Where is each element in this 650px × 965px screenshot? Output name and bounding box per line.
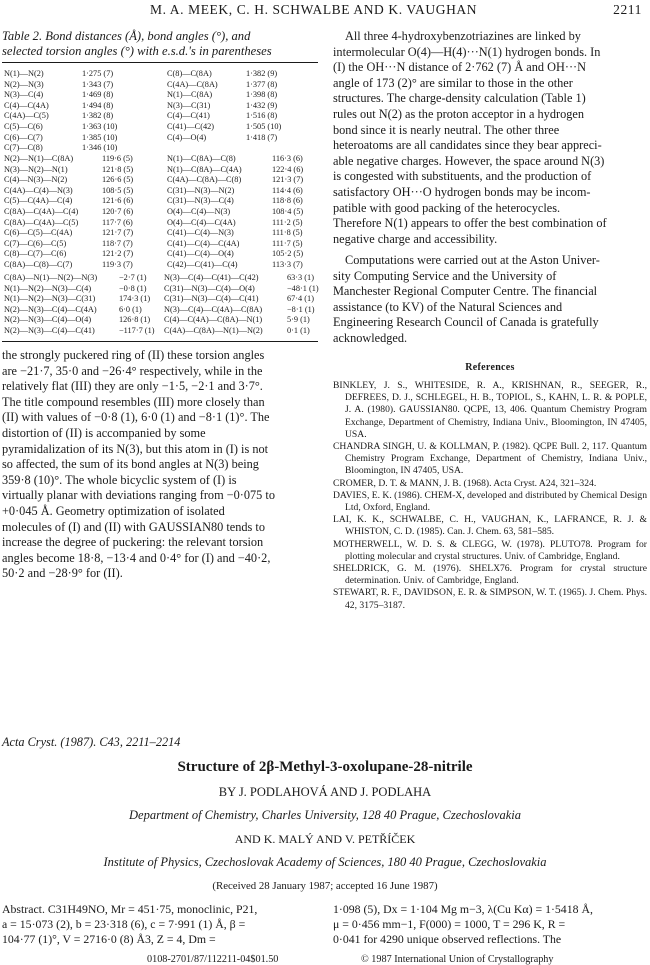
reference-entry: BINKLEY, J. S., WHITESIDE, R. A., KRISHNAN, R., SEEGER, R., DEFREES, D. J., SCHLEGEL, H. B., TOPIOL, S., KAHN, L. R. & POPLE, J. A. (1980). GAUSSIAN80. QCPE, 13, 406. Quantum Chemistry Program Exchange, Department of Chemistry, Indiana Univ., Bloomington, IN 47405, USA. [333, 380, 647, 440]
body-text-line: All three 4-hydroxybenzotriazines are linked by [345, 29, 581, 43]
affiliation-1: Department of Chemistry, Charles University, 128 40 Prague, Czechoslovakia [129, 808, 521, 822]
body-text-line: Manchester Regional Computer Centre. The financial [333, 284, 598, 299]
table-cell-value: 121·6 (6) [102, 196, 134, 206]
table-row [2, 165, 322, 176]
body-text-line: assistance (to KV) of the Natural Sciences and [333, 299, 563, 314]
table-caption-line: selected torsion angles (°) with e.s.d.'s in parentheses [2, 44, 272, 58]
table-cell-value: 122·4 (6) [272, 164, 304, 174]
table-cell-label: C(4A)—C(8A)—N(1)—N(2) [164, 325, 263, 335]
running-header [0, 2, 650, 22]
table-cell-label: N(1)—N(2)—N(3)—C(4) [4, 283, 92, 293]
body-text-line: angles become 18·8, −13·4 and 0·4° for (I) and −40·2, [2, 550, 271, 565]
authors-line-2: AND K. MALÝ AND V. PETŘÍČEK [234, 832, 416, 846]
table-cell-label: C(8A)—C(4A)—C(4) [4, 206, 79, 216]
table-row [2, 326, 322, 337]
table-cell-label: N(3)—C(4)—C(41)—C(42) [164, 273, 259, 282]
table-row [2, 175, 322, 186]
table-cell-label: N(2)—N(1)—C(8A) [4, 154, 74, 163]
table-cell-value: −0·8 (1) [119, 283, 147, 293]
bond-angles-table [2, 154, 322, 271]
table-row [2, 101, 322, 112]
table-caption-line: Table 2. Bond distances (Å), bond angles (°), and [2, 29, 251, 43]
body-text-line: patible with good packing of the heterocycles. [333, 200, 561, 215]
body-text-line: rules out N(2) as the proton acceptor in a hydrogen [333, 106, 584, 121]
table-cell-value: 108·5 (5) [102, 185, 134, 195]
right-column-paragraph-1 [333, 29, 647, 247]
body-text-line: increase the degree of puckering: the relevant torsion [2, 535, 264, 550]
body-text-line: The title compound resembles (III) more closely than [2, 394, 265, 409]
right-column-paragraph-2 [333, 253, 647, 347]
abstract-line: 1·098 (5), Dx = 1·104 Mg m−3, λ(Cu Kα) = 1·5418 Å, [333, 902, 593, 916]
table-cell-value: −8·1 (1) [287, 304, 315, 314]
table-row [2, 207, 322, 218]
body-text-line: Engineering Research Council of Canada is gratefully [333, 315, 599, 330]
page-number: 2211 [613, 2, 642, 17]
abstract-line: 0·041 for 4290 unique observed reflections. The [333, 931, 562, 946]
table-cell-value: 63·3 (1) [287, 273, 314, 282]
table-cell-label: O(4)—C(4)—N(3) [167, 206, 231, 216]
table-row [2, 90, 322, 101]
table-cell-value: 118·7 (7) [102, 238, 133, 248]
table-cell-value: 1·275 (7) [82, 69, 114, 78]
table-cell-value: 67·4 (1) [287, 294, 314, 304]
table-row [2, 273, 322, 284]
table-cell-value: 5·9 (1) [287, 315, 310, 325]
table-cell-label: C(4)—O(4) [167, 132, 207, 142]
body-text-line: are −21·7, 35·0 and −26·4° respectively, while in the [2, 363, 263, 378]
table-cell-label: C(31)—N(3)—C(4)—O(4) [164, 283, 255, 293]
abstract-left [2, 902, 318, 946]
table-cell-label: C(31)—N(3)—N(2) [167, 185, 235, 195]
table-cell-value: 111·8 (5) [272, 228, 303, 238]
table-cell-value: 117·7 (6) [102, 217, 133, 227]
table-row [2, 305, 322, 316]
table-cell-value: 1·382 (8) [82, 111, 114, 121]
table-cell-label: N(3)—C(31) [167, 100, 211, 110]
table-caption [2, 29, 320, 59]
table-cell-label: C(41)—C(4)—C(4A) [167, 238, 240, 248]
table-cell-value: 1·505 (10) [246, 121, 282, 131]
table-cell-value: 119·6 (5) [102, 154, 133, 163]
table-cell-label: N(2)—N(3)—C(4)—C(41) [4, 325, 95, 335]
abstract-line: 104·77 (1)°, V = 2716·0 (8) Å3, Z = 4, Dm = [2, 931, 216, 946]
table-cell-label: C(31)—N(3)—C(4) [167, 196, 234, 206]
abstract-line: μ = 0·456 mm−1, F(000) = 1000, T = 296 K, R = [333, 916, 566, 931]
table-row [2, 294, 322, 305]
body-text-line: the strongly puckered ring of (II) these torsion angles [2, 348, 265, 362]
table-cell-value: 1·469 (8) [82, 90, 114, 100]
body-text-line: structures. The charge-density calculation (Table 1) [333, 91, 586, 106]
table-cell-label: C(8)—C(8A) [167, 69, 212, 78]
table-row [2, 260, 322, 271]
table-cell-value: 111·2 (5) [272, 217, 303, 227]
table-cell-label: C(4A)—C(5) [4, 111, 49, 121]
references-list [333, 380, 647, 612]
table-cell-value: 174·3 (1) [119, 294, 151, 304]
reference-entry: STEWART, R. F., DAVIDSON, E. R. & SIMPSON, W. T. (1965). J. Chem. Phys. 42, 3175–3187. [333, 587, 647, 611]
table-row [2, 186, 322, 197]
table-cell-value: 121·8 (5) [102, 164, 134, 174]
body-text-line: +0·045 Å. Geometry optimization of isolated [2, 503, 225, 518]
body-text-line: angle of 173 (2)° are similar to those in the other [333, 75, 573, 90]
bond-distances-table [2, 69, 322, 154]
reference-entry: CROMER, D. T. & MANN, J. B. (1968). Acta Cryst. A24, 321–324. [333, 477, 597, 489]
table-cell-value: 108·4 (5) [272, 206, 304, 216]
table-cell-label: C(8A)—C(8)—C(7) [4, 259, 73, 269]
table-cell-label: C(6)—C(7) [4, 132, 43, 142]
table-cell-value: 114·4 (6) [272, 185, 303, 195]
table-bottom-rule [2, 341, 318, 342]
table-cell-value: 1·346 (10) [82, 143, 118, 153]
table-cell-label: C(5)—C(4A)—C(4) [4, 196, 73, 206]
body-text-line: relatively flat (III) they are only −1·5, −2·1 and 3·7°. [2, 379, 263, 394]
table-row [2, 284, 322, 295]
reference-entry: DAVIES, E. K. (1986). CHEM-X, developed and distributed by Chemical Design Ltd, Oxford, England. [333, 489, 647, 514]
body-text-line: Therefore N(1) appears to offer the best combination of [333, 216, 607, 231]
table-row [2, 249, 322, 260]
table-top-rule [2, 62, 318, 63]
table-cell-value: 121·2 (7) [102, 249, 134, 259]
table-cell-label: C(41)—C(4)—N(3) [167, 228, 234, 238]
table-row [2, 143, 322, 154]
table-cell-label: C(5)—C(6) [4, 121, 43, 131]
body-text-line: distortion of (II) is accompanied by some [2, 425, 206, 440]
table-row [2, 133, 322, 144]
table-cell-value: 1·377 (8) [246, 79, 278, 89]
table-cell-value: 120·7 (6) [102, 206, 134, 216]
received-dates: (Received 28 January 1987; accepted 16 June 1987) [212, 880, 438, 892]
table-cell-value: 1·398 (8) [246, 90, 278, 100]
table-cell-label: C(4A)—C(8A)—C(8) [167, 175, 242, 185]
table-cell-value: −117·7 (1) [119, 325, 155, 335]
table-cell-label: N(1)—C(8A)—C(8) [167, 154, 236, 163]
table-cell-value: 1·516 (8) [246, 111, 278, 121]
reference-entry: MOTHERWELL, W. D. S. & CLEGG, W. (1978). PLUTO78. Program for plotting molecular and crystal structures. Univ. of Cambridge, England. [333, 538, 647, 562]
table-cell-label: N(1)—N(2)—N(3)—C(31) [4, 294, 96, 304]
table-cell-value: 1·418 (7) [246, 132, 278, 142]
table-cell-label: C(6)—C(5)—C(4A) [4, 228, 73, 238]
table-cell-value: 1·432 (9) [246, 100, 278, 110]
body-text-line: (I) the OH···N distance of 2·762 (7) Å and OH···N [333, 60, 587, 75]
left-column-text [2, 348, 320, 582]
table-row [2, 228, 322, 239]
body-text-line: able negative charges. However, the space around N(3) [333, 153, 605, 168]
body-text-line: 359·8 (10)°. The whole bicyclic system of (I) is [2, 472, 237, 487]
table-row [2, 315, 322, 326]
table-cell-value: 121·7 (7) [102, 228, 134, 238]
authors-line-1: BY J. PODLAHOVÁ AND J. PODLAHA [218, 785, 432, 799]
table-cell-value: 1·363 (10) [82, 121, 118, 131]
reference-entry: LAI, K. K., SCHWALBE, C. H., VAUGHAN, K., LAFRANCE, R. J. & WHISTON, C. D. (1985). Can. J. Chem. 63, 581–585. [333, 514, 647, 538]
table-cell-label: C(8A)—C(4A)—C(5) [4, 217, 79, 227]
abstract-line: Abstract. C31H49NO, Mr = 451·75, monoclinic, P21, [2, 902, 258, 916]
footer-code: 0108-2701/87/112211-04$01.50 [147, 954, 279, 965]
table-cell-value: 1·343 (7) [82, 79, 114, 89]
body-text-line: sity Computing Service and the University of [333, 268, 557, 283]
table-cell-label: N(2)—N(3)—C(4)—C(4A) [4, 304, 97, 314]
table-cell-value: 1·385 (10) [82, 132, 118, 142]
body-text-line: so affected, the sum of its bond angles at N(3) being [2, 457, 259, 472]
table-cell-label: N(2)—N(3)—C(4)—O(4) [4, 315, 92, 325]
table-cell-value: 1·382 (9) [246, 69, 278, 78]
table-cell-label: N(1)—C(8A)—C(4A) [167, 164, 242, 174]
references-heading: References [465, 362, 515, 373]
table-cell-value: 116·3 (6) [272, 154, 303, 163]
table-cell-value: 105·2 (5) [272, 249, 304, 259]
table-cell-label: N(3)—N(2)—N(1) [4, 164, 68, 174]
reference-entry: CHANDRA SINGH, U. & KOLLMAN, P. (1982). QCPE Bull. 2, 117. Quantum Chemistry Program Exchange, Department of Chemistry, Indiana Univ., Bloomington, IN 47405, USA. [333, 441, 647, 477]
table-cell-label: C(7)—C(6)—C(5) [4, 238, 67, 248]
table-cell-label: C(4A)—C(4)—N(3) [4, 185, 73, 195]
body-text-line: heteroatoms are all candidates since they bear appreci- [333, 138, 602, 153]
table-cell-value: 126·6 (5) [102, 175, 134, 185]
table-row [2, 122, 322, 133]
table-cell-label: C(8A)—N(1)—N(2)—N(3) [4, 273, 98, 282]
body-text-line: 50·2 and −28·9° for (II). [2, 566, 123, 581]
body-text-line: molecules of (I) and (II) with GAUSSIAN80 tends to [2, 519, 265, 534]
table-row [2, 69, 322, 80]
table-cell-label: C(42)—C(41)—C(4) [167, 259, 238, 269]
table-cell-label: C(31)—N(3)—C(4)—C(41) [164, 294, 259, 304]
reference-entry: SHELDRICK, G. M. (1976). SHELX76. Program for crystal structure determination. Univ. of Cambridge, England. [333, 563, 647, 587]
table-cell-value: 6·0 (1) [119, 304, 142, 314]
affiliation-2: Institute of Physics, Czechoslovak Academy of Sciences, 180 40 Prague, Czechoslovakia [103, 855, 547, 869]
table-cell-value: 0·1 (1) [287, 325, 310, 335]
table-cell-value: 1·494 (8) [82, 100, 114, 110]
table-cell-label: C(4)—N(3)—N(2) [4, 175, 68, 185]
table-cell-value: −48·1 (1) [287, 283, 319, 293]
table-cell-value: 121·3 (7) [272, 175, 304, 185]
table-cell-label: N(3)—C(4)—C(4A)—C(8A) [164, 304, 263, 314]
table-cell-value: 119·3 (7) [102, 259, 133, 269]
body-text-line: bond since it is nearly neutral. The other three [333, 122, 560, 137]
table-cell-label: C(41)—C(4)—O(4) [167, 249, 234, 259]
body-text-line: virtually planar with deviations ranging from −0·075 to [2, 488, 275, 503]
table-row [2, 239, 322, 250]
running-header-authors: M. A. MEEK, C. H. SCHWALBE AND K. VAUGHAN [150, 2, 478, 17]
table-cell-label: C(41)—C(42) [167, 121, 215, 131]
table-cell-value: 113·3 (7) [272, 259, 303, 269]
article-title: Structure of 2β-Methyl-3-oxolupane-28-nitrile [177, 759, 473, 775]
body-text-line: satisfactory OH···O hydrogen bonds may be incom- [333, 184, 591, 199]
body-text-line: (II) with values of −0·8 (1), 6·0 (1) and −8·1 (1)°. The [2, 410, 270, 425]
body-text-line: pyramidalization of its N(3), but this atom in (I) is not [2, 441, 269, 456]
footer-copyright: © 1987 International Union of Crystallography [361, 954, 554, 965]
table-row [2, 80, 322, 91]
body-text-line: is congested with substituents, and the production of [333, 169, 592, 184]
table-cell-label: C(4)—C(4A)—C(8A)—N(1) [164, 315, 263, 325]
table-cell-label: C(8)—C(7)—C(6) [4, 249, 67, 259]
table-cell-label: C(4)—C(4A) [4, 100, 49, 110]
table-cell-label: C(4)—C(41) [167, 111, 210, 121]
table-row [2, 218, 322, 229]
table-row [2, 154, 322, 165]
table-row [2, 196, 322, 207]
table-cell-label: C(7)—C(8) [4, 143, 43, 153]
body-text-line: intermolecular O(4)—H(4)···N(1) hydrogen bonds. In [333, 44, 601, 59]
abstract-line: a = 15·073 (2), b = 23·318 (6), c = 7·991 (1) Å, β = [2, 916, 246, 931]
abstract-right [333, 902, 647, 946]
table-cell-value: 111·7 (5) [272, 238, 303, 248]
table-cell-label: N(3)—C(4) [4, 90, 44, 100]
table-row [2, 111, 322, 122]
table-cell-label: C(4A)—C(8A) [167, 79, 218, 89]
body-text-line: acknowledged. [333, 330, 408, 345]
table-cell-label: N(2)—N(3) [4, 79, 44, 89]
table-cell-value: 126·8 (1) [119, 315, 151, 325]
table-cell-value: −2·7 (1) [119, 273, 147, 282]
body-text-line: negative charge and accessibility. [333, 231, 498, 246]
table-cell-label: N(1)—C(8A) [167, 90, 213, 100]
table-cell-label: O(4)—C(4)—C(4A) [167, 217, 236, 227]
table-cell-label: N(1)—N(2) [4, 69, 44, 78]
journal-citation: Acta Cryst. (1987). C43, 2211–2214 [2, 735, 181, 749]
body-text-line: Computations were carried out at the Aston Univer- [345, 253, 600, 267]
table-cell-value: 118·8 (6) [272, 196, 303, 206]
torsion-angles-table [2, 273, 322, 337]
